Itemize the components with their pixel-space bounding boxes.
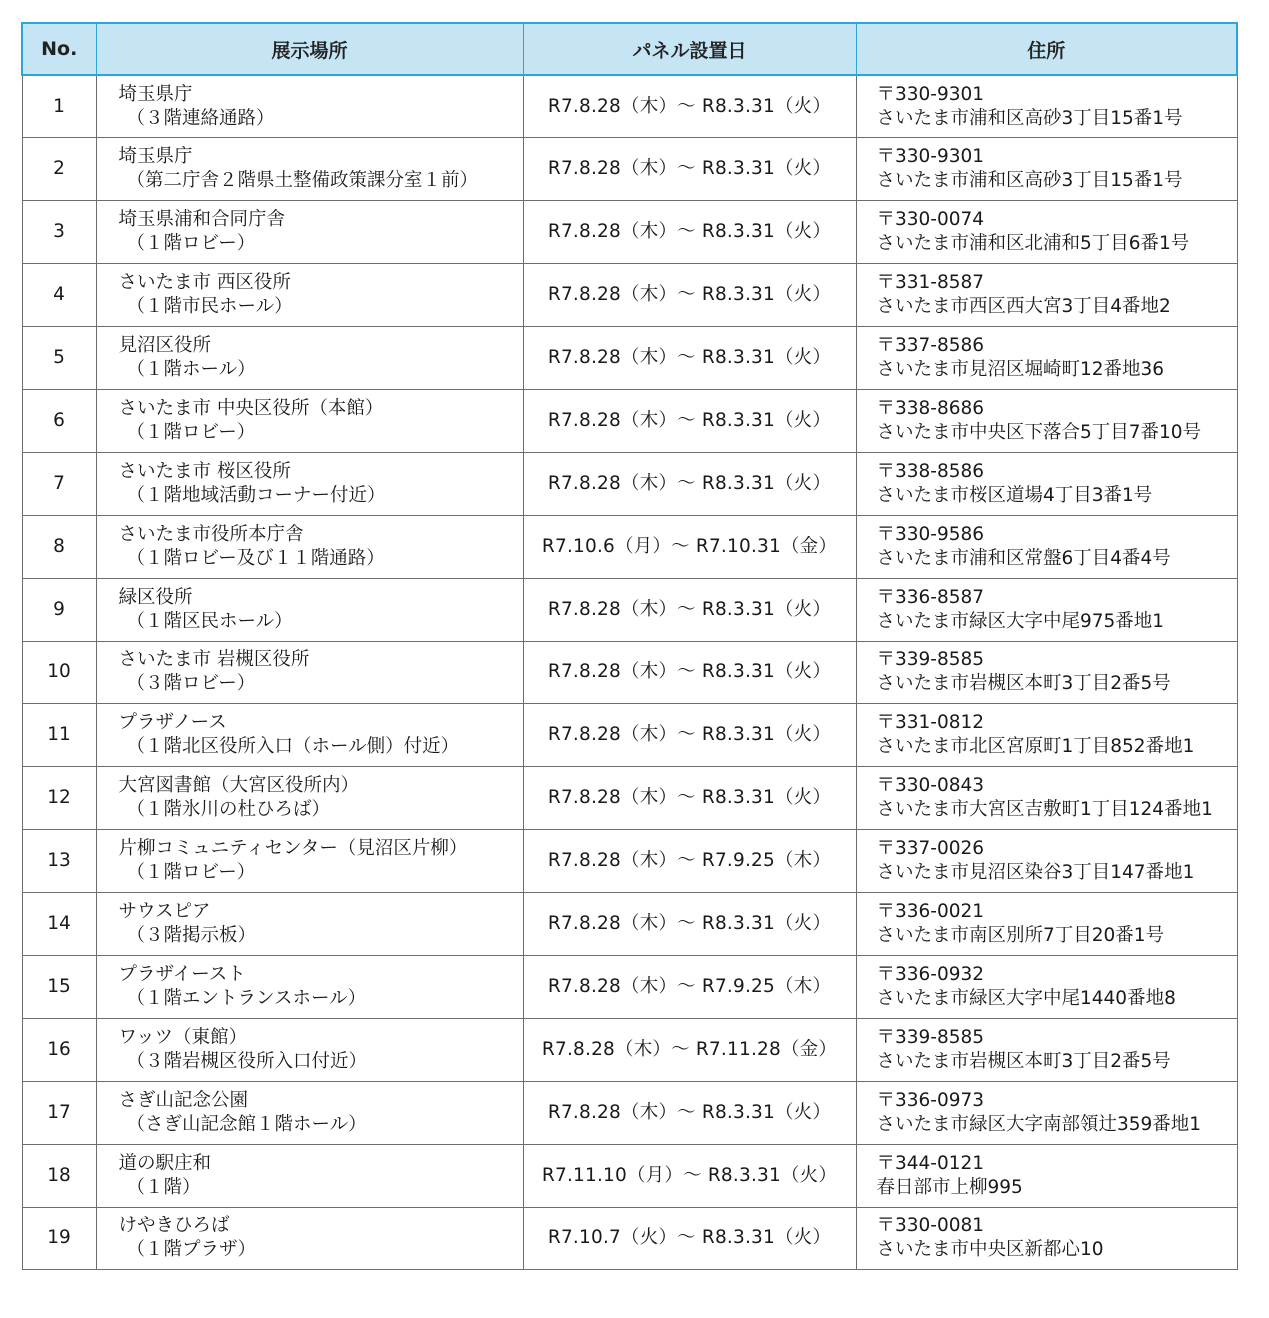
street-address: さいたま市中央区下落合5丁目7番10号 (876, 421, 1202, 443)
installation-period: R7.8.28（木）～ R7.11.28（金） (523, 1018, 856, 1081)
installation-period: R7.8.28（木）～ R8.3.31（火） (523, 704, 856, 767)
row-number: 1 (22, 75, 96, 138)
place-detail: （１階区民ホール） (126, 610, 293, 632)
place-name: 片柳コミュニティセンター（見沼区片柳） (118, 838, 468, 860)
table-row (22, 264, 1237, 327)
table-row (22, 767, 1237, 830)
address (856, 389, 1237, 452)
postal-code: 〒331-8587 (876, 272, 985, 294)
place-name: 大宮図書館（大宮区役所内） (118, 775, 360, 797)
postal-code: 〒330-9586 (876, 523, 985, 545)
place-name: ワッツ（東館） (118, 1026, 248, 1048)
address (856, 1081, 1237, 1144)
postal-code: 〒336-0973 (876, 1089, 985, 1111)
table-row (22, 75, 1237, 138)
exhibition-place (96, 767, 523, 830)
street-address: さいたま市南区別所7丁目20番1号 (876, 925, 1165, 947)
street-address: さいたま市緑区大字中尾975番地1 (876, 610, 1165, 632)
installation-period: R7.8.28（木）～ R8.3.31（火） (523, 767, 856, 830)
postal-code: 〒338-8586 (876, 460, 985, 482)
address (856, 327, 1237, 390)
table-row (22, 1081, 1237, 1144)
exhibition-place (96, 452, 523, 515)
postal-code: 〒330-9301 (876, 146, 985, 168)
installation-period: R7.10.7（火）～ R8.3.31（火） (523, 1207, 856, 1270)
street-address: さいたま市緑区大字南部領辻359番地1 (876, 1113, 1202, 1135)
row-number: 12 (22, 767, 96, 830)
table-row (22, 515, 1237, 578)
address (856, 578, 1237, 641)
place-name: さいたま市 桜区役所 (118, 460, 291, 482)
postal-code: 〒330-0843 (876, 775, 985, 797)
table-body (22, 75, 1237, 1270)
row-number: 7 (22, 452, 96, 515)
table-row (22, 452, 1237, 515)
row-number: 8 (22, 515, 96, 578)
header-address: 住所 (856, 23, 1237, 75)
row-number: 10 (22, 641, 96, 704)
exhibition-place (96, 1144, 523, 1207)
postal-code: 〒330-0074 (876, 209, 985, 231)
place-detail: （３階岩槻区役所入口付近） (126, 1050, 368, 1072)
place-name: さいたま市 岩槻区役所 (118, 649, 310, 671)
address (856, 955, 1237, 1018)
postal-code: 〒336-0021 (876, 901, 985, 923)
exhibition-place (96, 641, 523, 704)
place-name: さいたま市役所本庁舎 (118, 523, 304, 545)
exhibition-place (96, 515, 523, 578)
header-date: パネル設置日 (523, 23, 856, 75)
table-row (22, 641, 1237, 704)
exhibition-place (96, 955, 523, 1018)
row-number: 13 (22, 830, 96, 893)
street-address: さいたま市北区宮原町1丁目852番地1 (876, 736, 1195, 758)
table-row (22, 389, 1237, 452)
place-name: さぎ山記念公園 (118, 1089, 249, 1111)
row-number: 3 (22, 201, 96, 264)
installation-period: R7.8.28（木）～ R8.3.31（火） (523, 578, 856, 641)
place-detail: （１階市民ホール） (126, 296, 293, 318)
table-row (22, 578, 1237, 641)
installation-period: R7.8.28（木）～ R8.3.31（火） (523, 264, 856, 327)
installation-period: R7.8.28（木）～ R8.3.31（火） (523, 452, 856, 515)
place-name: 緑区役所 (118, 586, 193, 608)
address (856, 641, 1237, 704)
table-row (22, 201, 1237, 264)
address (856, 830, 1237, 893)
installation-period: R7.8.28（木）～ R8.3.31（火） (523, 201, 856, 264)
postal-code: 〒336-8587 (876, 586, 985, 608)
place-name: 埼玉県浦和合同庁舎 (118, 209, 286, 231)
installation-period: R7.8.28（木）～ R7.9.25（木） (523, 955, 856, 1018)
place-detail: （１階ロビー） (126, 862, 256, 884)
place-name: サウスピア (118, 901, 211, 923)
address (856, 893, 1237, 956)
postal-code: 〒338-8686 (876, 397, 985, 419)
address (856, 1207, 1237, 1270)
installation-period: R7.8.28（木）～ R8.3.31（火） (523, 138, 856, 201)
header-place: 展示場所 (96, 23, 523, 75)
row-number: 19 (22, 1207, 96, 1270)
exhibition-table (21, 22, 1238, 1270)
street-address: さいたま市岩槻区本町3丁目2番5号 (876, 1050, 1171, 1072)
place-detail: （３階掲示板） (126, 925, 257, 947)
exhibition-place (96, 893, 523, 956)
street-address: さいたま市浦和区北浦和5丁目6番1号 (876, 233, 1190, 255)
postal-code: 〒337-0026 (876, 838, 985, 860)
exhibition-place (96, 75, 523, 138)
street-address: さいたま市西区西大宮3丁目4番地2 (876, 296, 1171, 318)
installation-period: R7.10.6（月）～ R7.10.31（金） (523, 515, 856, 578)
header-no: No. (22, 23, 96, 75)
installation-period: R7.8.28（木）～ R7.9.25（木） (523, 830, 856, 893)
address (856, 515, 1237, 578)
postal-code: 〒339-8585 (876, 1026, 985, 1048)
street-address: さいたま市見沼区堀崎町12番地36 (876, 359, 1165, 380)
installation-period: R7.8.28（木）～ R8.3.31（火） (523, 75, 856, 138)
place-detail: （１階プラザ） (126, 1239, 257, 1261)
row-number: 9 (22, 578, 96, 641)
installation-period: R7.8.28（木）～ R8.3.31（火） (523, 389, 856, 452)
table-row (22, 893, 1237, 956)
postal-code: 〒336-0932 (876, 963, 985, 985)
table-row (22, 704, 1237, 767)
place-detail: （３階連絡通路） (126, 107, 275, 129)
street-address: さいたま市大宮区吉敷町1丁目124番地1 (876, 799, 1213, 821)
row-number: 16 (22, 1018, 96, 1081)
street-address: さいたま市浦和区高砂3丁目15番1号 (876, 107, 1183, 129)
exhibition-place (96, 138, 523, 201)
exhibition-place (96, 1081, 523, 1144)
table-row (22, 1144, 1237, 1207)
place-detail: （さぎ山記念館１階ホール） (126, 1113, 367, 1135)
place-name: さいたま市 中央区役所（本館） (118, 397, 384, 419)
row-number: 6 (22, 389, 96, 452)
street-address: さいたま市見沼区染谷3丁目147番地1 (876, 862, 1195, 884)
place-detail: （１階北区役所入口（ホール側）付近） (126, 736, 460, 758)
exhibition-place (96, 1018, 523, 1081)
table-row (22, 327, 1237, 390)
place-name: さいたま市 西区役所 (118, 272, 291, 294)
street-address: さいたま市緑区大字中尾1440番地8 (876, 987, 1176, 1009)
place-name: けやきひろば (118, 1215, 230, 1237)
place-detail: （１階ロビー） (126, 233, 256, 255)
address (856, 138, 1237, 201)
exhibition-place (96, 264, 523, 327)
installation-period: R7.11.10（月）～ R8.3.31（火） (523, 1144, 856, 1207)
place-name: 見沼区役所 (118, 335, 212, 356)
address (856, 452, 1237, 515)
installation-period: R7.8.28（木）～ R8.3.31（火） (523, 641, 856, 704)
table-row (22, 955, 1237, 1018)
street-address: さいたま市浦和区常盤6丁目4番4号 (876, 547, 1171, 569)
street-address: さいたま市桜区道場4丁目3番1号 (876, 484, 1153, 506)
row-number: 11 (22, 704, 96, 767)
street-address: 春日部市上柳995 (876, 1176, 1023, 1198)
row-number: 15 (22, 955, 96, 1018)
row-number: 17 (22, 1081, 96, 1144)
place-detail: （１階ロビー及び１１階通路） (126, 547, 385, 569)
address (856, 201, 1237, 264)
address (856, 767, 1237, 830)
street-address: さいたま市中央区新都心10 (876, 1239, 1104, 1261)
street-address: さいたま市浦和区高砂3丁目15番1号 (876, 170, 1183, 192)
row-number: 5 (22, 327, 96, 390)
place-name: 埼玉県庁 (118, 146, 193, 168)
place-name: プラザイースト (118, 963, 246, 985)
postal-code: 〒344-0121 (876, 1152, 985, 1174)
address (856, 704, 1237, 767)
header-row (22, 23, 1237, 75)
installation-period: R7.8.28（木）～ R8.3.31（火） (523, 327, 856, 390)
row-number: 4 (22, 264, 96, 327)
place-detail: （１階エントランスホール） (126, 987, 367, 1009)
postal-code: 〒330-9301 (876, 83, 985, 105)
address (856, 1018, 1237, 1081)
exhibition-place (96, 327, 523, 390)
table-row (22, 138, 1237, 201)
installation-period: R7.8.28（木）～ R8.3.31（火） (523, 893, 856, 956)
postal-code: 〒339-8585 (876, 649, 985, 671)
table-header (22, 23, 1237, 75)
postal-code: 〒337-8586 (876, 335, 985, 356)
postal-code: 〒331-0812 (876, 712, 985, 734)
street-address: さいたま市岩槻区本町3丁目2番5号 (876, 673, 1171, 695)
address (856, 264, 1237, 327)
address (856, 75, 1237, 138)
exhibition-place (96, 704, 523, 767)
table-row (22, 1018, 1237, 1081)
row-number: 2 (22, 138, 96, 201)
row-number: 18 (22, 1144, 96, 1207)
table-row (22, 830, 1237, 893)
place-name: プラザノース (118, 712, 227, 734)
exhibition-place (96, 830, 523, 893)
exhibition-place (96, 201, 523, 264)
installation-period: R7.8.28（木）～ R8.3.31（火） (523, 1081, 856, 1144)
postal-code: 〒330-0081 (876, 1215, 985, 1237)
exhibition-place (96, 578, 523, 641)
table-row (22, 1207, 1237, 1270)
address (856, 1144, 1237, 1207)
place-detail: （１階氷川の杜ひろば） (126, 799, 331, 821)
place-detail: （１階） (126, 1176, 201, 1198)
place-detail: （１階ホール） (126, 359, 256, 380)
place-detail: （１階ロビー） (126, 421, 256, 443)
row-number: 14 (22, 893, 96, 956)
place-detail: （１階地域活動コーナー付近） (126, 484, 386, 506)
exhibition-place (96, 389, 523, 452)
exhibition-place (96, 1207, 523, 1270)
place-detail: （第二庁舎２階県土整備政策課分室１前） (126, 170, 479, 192)
place-name: 埼玉県庁 (118, 83, 193, 105)
place-detail: （３階ロビー） (126, 673, 256, 695)
place-name: 道の駅庄和 (118, 1152, 212, 1174)
